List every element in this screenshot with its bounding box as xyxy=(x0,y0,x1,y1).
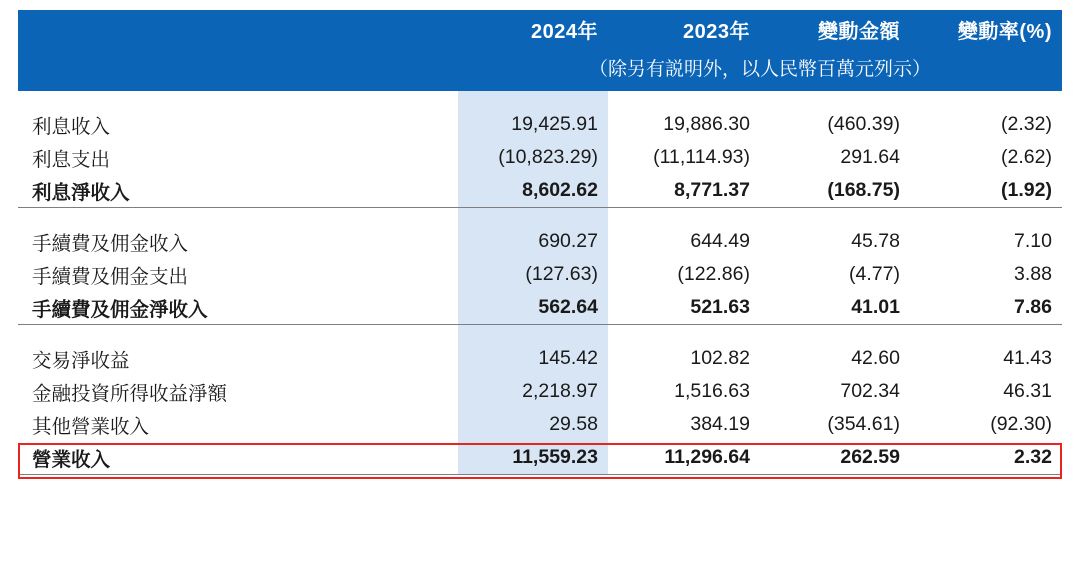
row-change-pct: (1.92) xyxy=(1001,179,1052,201)
row-value-2024: 2,218.97 xyxy=(458,375,608,408)
row-change-pct: 2.32 xyxy=(1014,446,1052,468)
row-change-pct: 3.88 xyxy=(1014,263,1052,285)
spacer-row-top xyxy=(18,91,1062,108)
row-change: (354.61) xyxy=(827,413,900,435)
row-value-2024: (127.63) xyxy=(458,258,608,291)
row-value-2023: 521.63 xyxy=(690,296,750,318)
table-row xyxy=(18,258,1062,291)
row-label: 其他營業收入 xyxy=(32,415,150,438)
header-year-2024-text: 2024年 xyxy=(531,21,598,43)
row-value-2024: 11,559.23 xyxy=(458,441,608,474)
table-subheader-row xyxy=(18,54,1062,91)
table-row xyxy=(18,174,1062,207)
row-value-2024: 562.64 xyxy=(458,291,608,324)
subheader-unit-note: （除另有説明外，以人民幣百萬元列示） xyxy=(458,54,1062,91)
row-change: (4.77) xyxy=(849,263,900,285)
row-change-pct: 7.10 xyxy=(1014,230,1052,252)
row-change: 42.60 xyxy=(851,347,900,369)
table-row xyxy=(18,441,1062,474)
row-change: 291.64 xyxy=(840,146,900,168)
row-value-2024: 8,602.62 xyxy=(458,174,608,207)
header-year-2023-text: 2023年 xyxy=(683,21,750,43)
table-row xyxy=(18,225,1062,258)
header-label-blank xyxy=(18,10,458,54)
row-label: 利息淨收入 xyxy=(32,181,130,204)
row-value-2024: 19,425.91 xyxy=(458,108,608,141)
table-row xyxy=(18,141,1062,174)
row-value-2023: 1,516.63 xyxy=(674,380,750,402)
row-label: 交易淨收益 xyxy=(32,349,130,372)
header-change-amount-text: 變動金額 xyxy=(818,21,900,43)
row-change: 45.78 xyxy=(851,230,900,252)
row-label: 營業收入 xyxy=(32,448,111,471)
row-value-2023: 8,771.37 xyxy=(674,179,750,201)
row-value-2023: 11,296.64 xyxy=(664,446,750,468)
row-change: (168.75) xyxy=(827,179,900,201)
income-statement-table xyxy=(18,10,1062,475)
row-change-pct: 7.86 xyxy=(1014,296,1052,318)
row-change-pct: (2.32) xyxy=(1001,113,1052,135)
row-label: 利息支出 xyxy=(32,148,111,171)
row-label: 金融投資所得收益淨額 xyxy=(32,382,228,405)
row-change: 702.34 xyxy=(840,380,900,402)
row-value-2023: 102.82 xyxy=(690,347,750,369)
header-change-amount xyxy=(760,10,910,54)
row-value-2024: (10,823.29) xyxy=(458,141,608,174)
table-row xyxy=(18,108,1062,141)
row-label: 手續費及佣金支出 xyxy=(32,265,189,288)
spacer-row xyxy=(18,325,1062,343)
row-value-2023: 19,886.30 xyxy=(663,113,750,135)
row-value-2023: 644.49 xyxy=(690,230,750,252)
spacer-row xyxy=(18,208,1062,226)
header-change-rate-text: 變動率(%) xyxy=(957,21,1052,43)
row-change: 41.01 xyxy=(851,296,900,318)
header-change-rate xyxy=(910,10,1062,54)
row-value-2024: 145.42 xyxy=(458,342,608,375)
header-year-2023 xyxy=(608,10,760,54)
table-row-highlighted xyxy=(18,375,1062,408)
row-value-2024: 690.27 xyxy=(458,225,608,258)
header-year-2024 xyxy=(458,10,608,54)
row-value-2023: 384.19 xyxy=(690,413,750,435)
row-change: (460.39) xyxy=(827,113,900,135)
table-header-row xyxy=(18,10,1062,54)
table-row xyxy=(18,408,1062,441)
row-change: 262.59 xyxy=(840,446,900,468)
row-label: 利息收入 xyxy=(32,115,111,138)
row-change-pct: (2.62) xyxy=(1001,146,1052,168)
row-value-2023: (122.86) xyxy=(677,263,750,285)
section-divider-bottom xyxy=(18,474,1062,475)
row-label: 手續費及佣金淨收入 xyxy=(32,298,208,321)
table-row xyxy=(18,291,1062,324)
row-change-pct: (92.30) xyxy=(990,413,1052,435)
row-label: 手續費及佣金收入 xyxy=(32,232,189,255)
subheader-blank xyxy=(18,54,458,91)
row-value-2023: (11,114.93) xyxy=(653,146,750,168)
table-body xyxy=(18,91,1062,475)
row-change-pct: 41.43 xyxy=(1003,347,1052,369)
row-value-2024: 29.58 xyxy=(458,408,608,441)
row-change-pct: 46.31 xyxy=(1003,380,1052,402)
table-header xyxy=(18,10,1062,91)
table-row xyxy=(18,342,1062,375)
